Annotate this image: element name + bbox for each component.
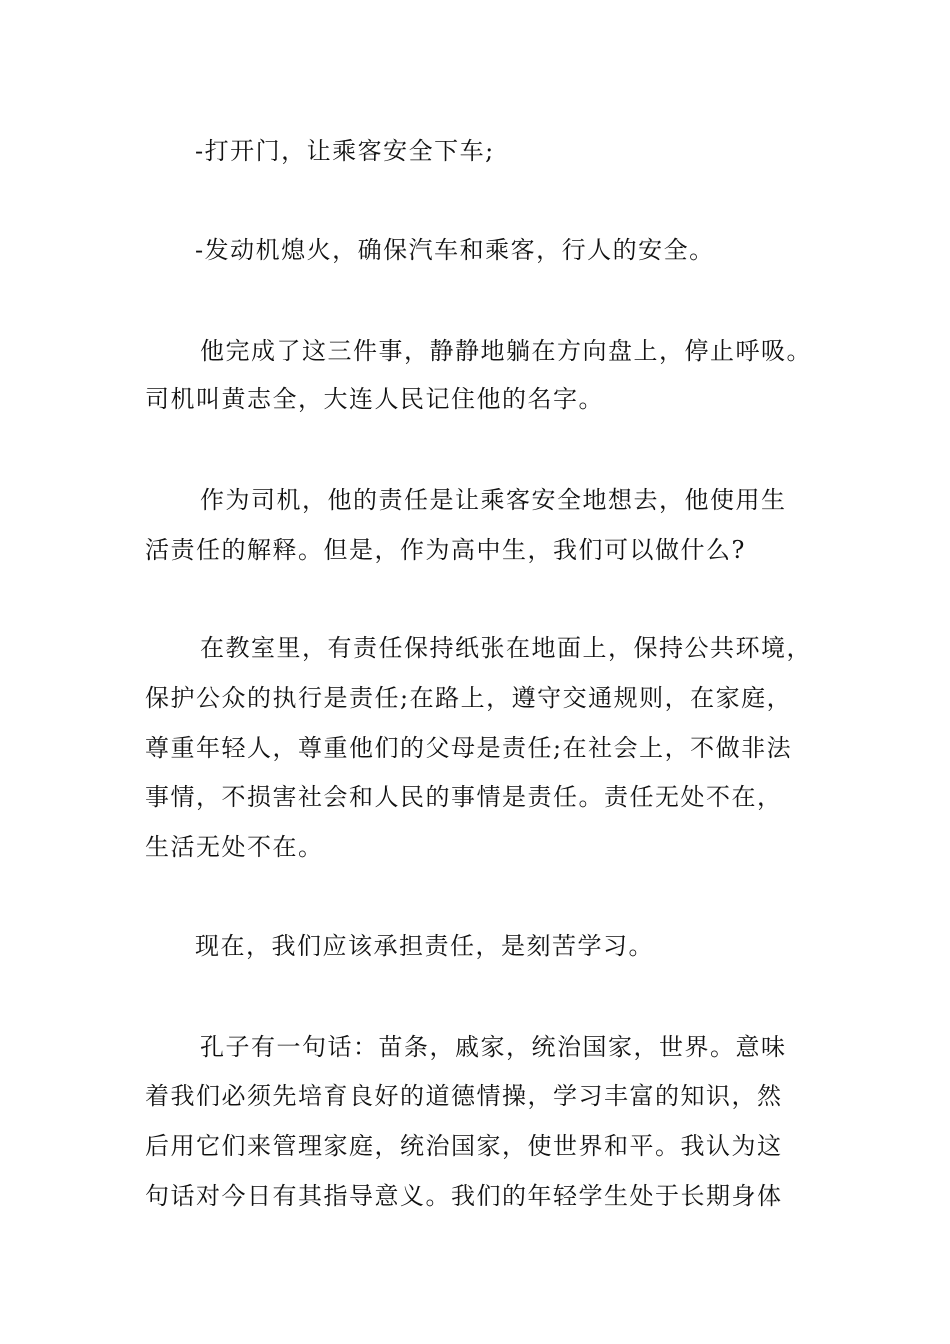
- paragraph-line: 活责任的解释。但是，作为高中生，我们可以做什么?: [145, 536, 746, 564]
- paragraph-line: 在教室里，有责任保持纸张在地面上，保持公共环境，: [200, 634, 812, 662]
- paragraph-line: 句话对今日有其指导意义。我们的年轻学生处于长期身体: [145, 1182, 783, 1210]
- paragraph-line: 他完成了这三件事，静静地躺在方向盘上，停止呼吸。: [200, 337, 812, 365]
- paragraph-line: 作为司机，他的责任是让乘客安全地想去，他使用生: [200, 486, 787, 514]
- paragraph-line: 生活无处不在。: [145, 833, 324, 861]
- paragraph-line: 事情，不损害社会和人民的事情是责任。责任无处不在，: [145, 783, 783, 811]
- paragraph-line: 司机叫黄志全，大连人民记住他的名字。: [145, 385, 604, 413]
- paragraph-line: 尊重年轻人，尊重他们的父母是责任;在社会上，不做非法: [145, 734, 793, 762]
- paragraph-line: -打开门，让乘客安全下车;: [195, 137, 495, 165]
- paragraph-line: 孔子有一句话：苗条，戚家，统治国家，世界。意味: [200, 1033, 787, 1061]
- paragraph-line: 保护公众的执行是责任;在路上，遵守交通规则，在家庭，: [145, 684, 793, 712]
- paragraph-line: 现在，我们应该承担责任，是刻苦学习。: [195, 932, 654, 960]
- paragraph-line: 后用它们来管理家庭，统治国家，使世界和平。我认为这: [145, 1132, 783, 1160]
- paragraph-line: -发动机熄火，确保汽车和乘客，行人的安全。: [195, 236, 715, 264]
- paragraph-line: 着我们必须先培育良好的道德情操，学习丰富的知识，然: [145, 1082, 783, 1110]
